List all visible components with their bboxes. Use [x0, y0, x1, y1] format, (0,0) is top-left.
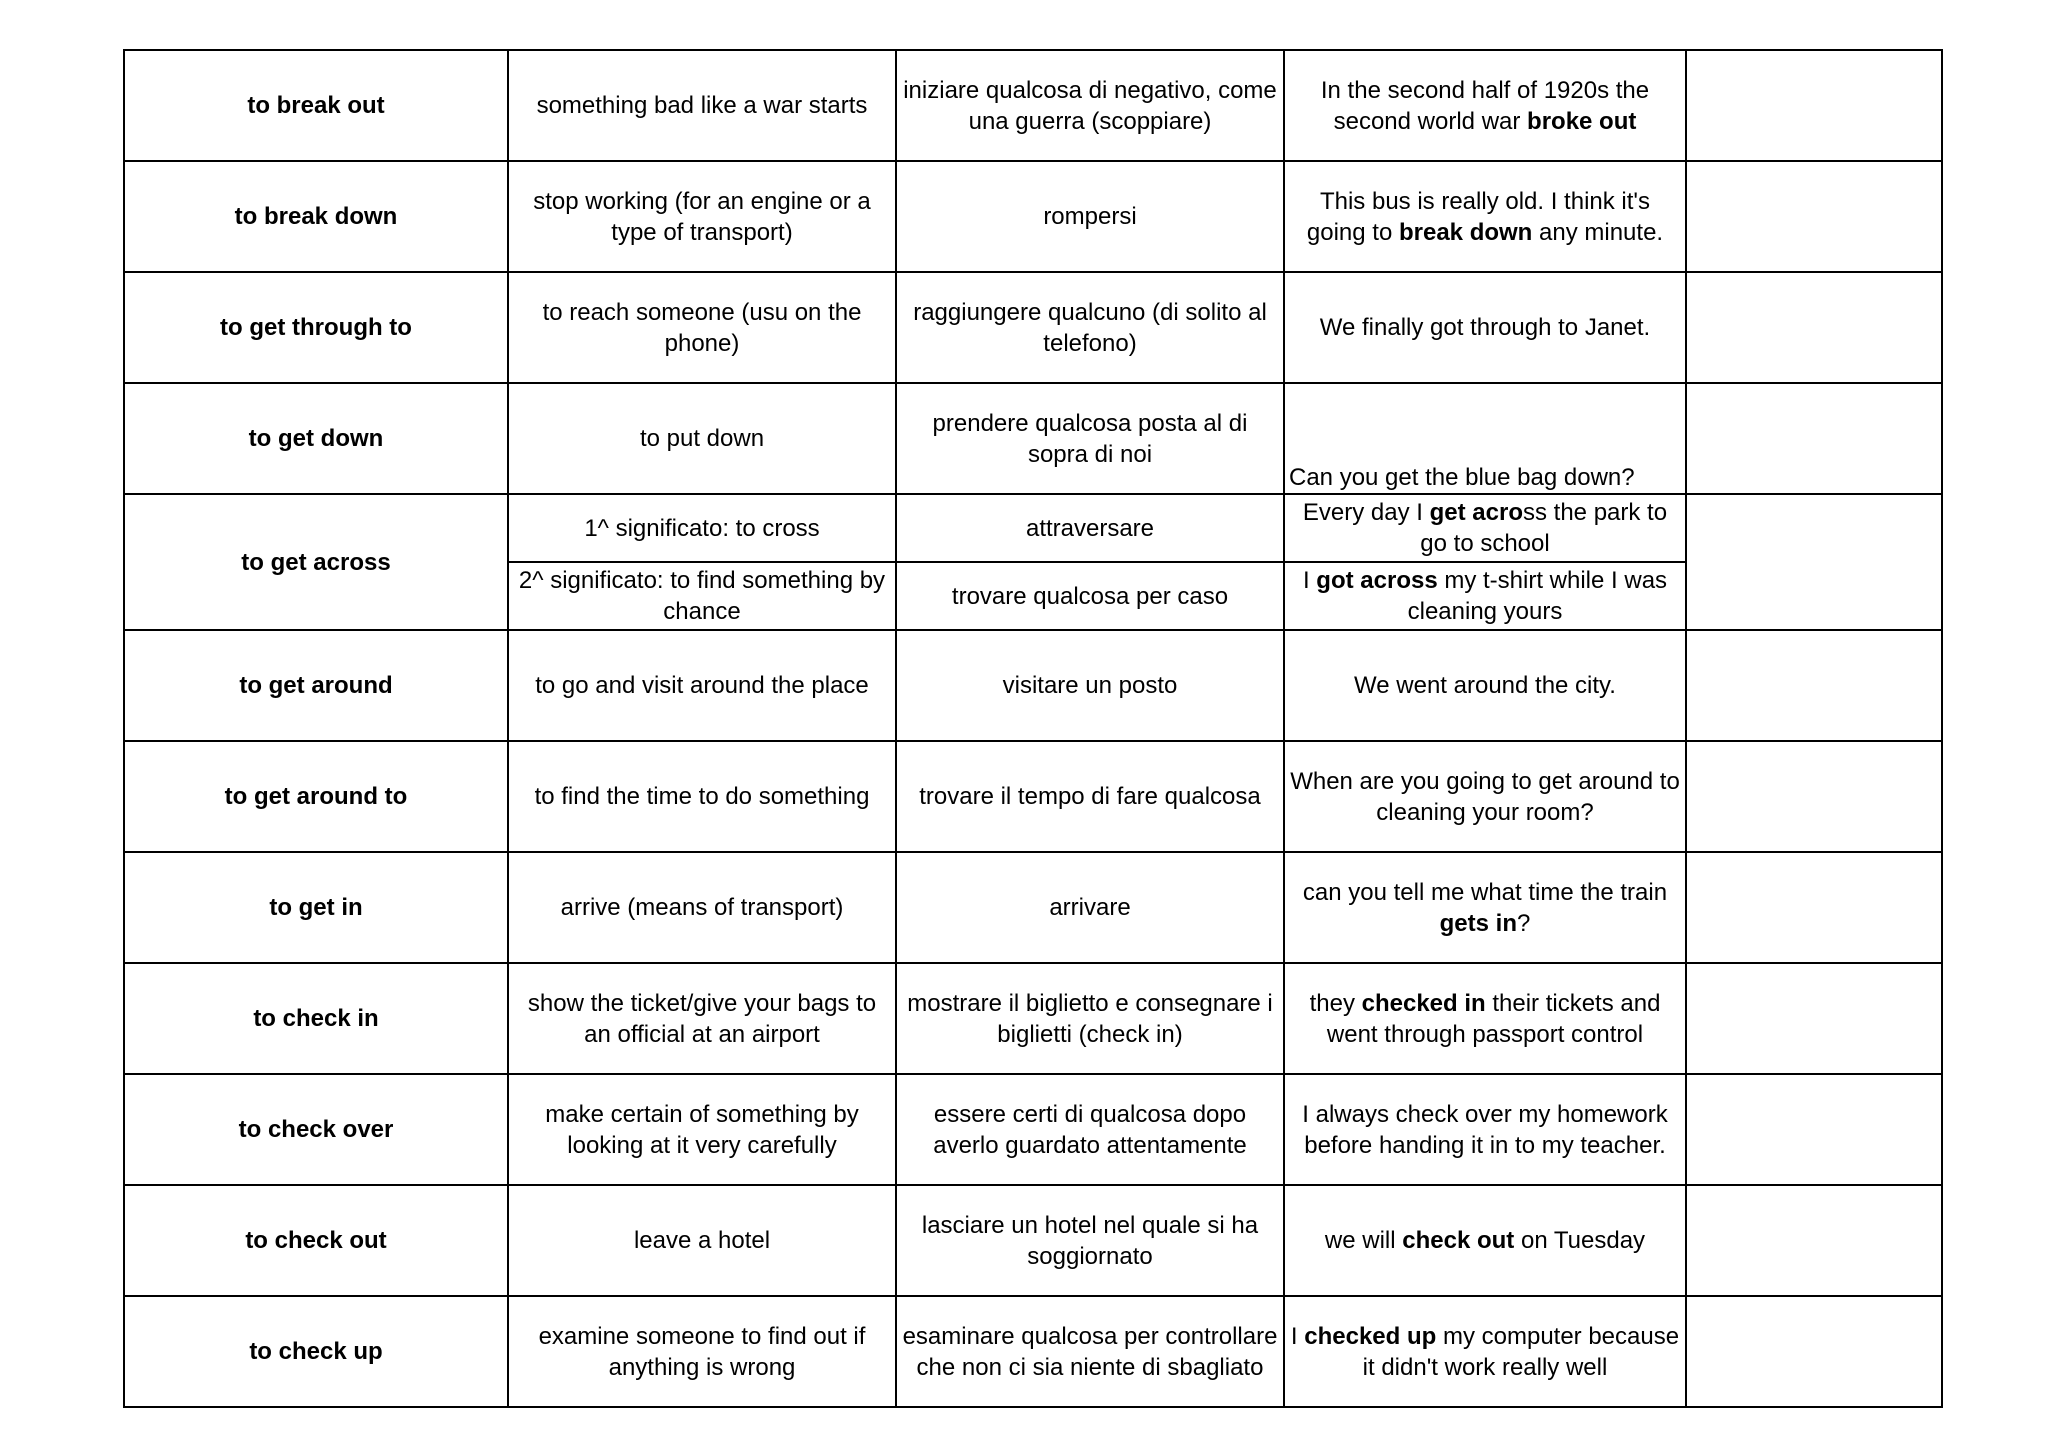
empty-cell [1686, 630, 1942, 741]
italian-cell: trovare qualcosa per caso [896, 562, 1284, 630]
table-row [124, 1185, 1942, 1296]
empty-cell [1686, 1185, 1942, 1296]
example-cell [1284, 494, 1686, 562]
verb-cell: to check over [124, 1074, 508, 1185]
example-cell [1284, 50, 1686, 161]
empty-cell [1686, 1296, 1942, 1407]
example-text: This bus is really old. I think it's going to [1306, 187, 1651, 246]
definition-cell: make certain of something by looking at it very carefully [508, 1074, 896, 1185]
example-cell [1284, 963, 1686, 1074]
table-row [124, 630, 1942, 741]
verb-cell: to check in [124, 963, 508, 1074]
empty-cell [1686, 852, 1942, 963]
example-cell [1284, 852, 1686, 963]
example-cell [1284, 630, 1686, 741]
empty-cell [1686, 50, 1942, 161]
example-bold-text: get acro [1429, 499, 1523, 526]
italian-cell: attraversare [896, 494, 1284, 562]
italian-cell: raggiungere qualcuno (di solito al telefono) [896, 272, 1284, 383]
example-text: my t-shirt while I was cleaning yours [1407, 567, 1668, 625]
verb-cell: to get around to [124, 741, 508, 852]
table-row [124, 50, 1942, 161]
table-row [124, 1074, 1942, 1185]
example-text: I [1290, 1322, 1305, 1350]
verb-cell: to get down [124, 383, 508, 494]
example-bold-text: checked in [1361, 989, 1486, 1017]
definition-cell: to go and visit around the place [508, 630, 896, 741]
italian-cell: trovare il tempo di fare qualcosa [896, 741, 1284, 852]
example-cell [1284, 383, 1686, 494]
definition-cell: to reach someone (usu on the phone) [508, 272, 896, 383]
verb-cell: to break down [124, 161, 508, 272]
example-text: they [1309, 989, 1362, 1017]
example-text: their tickets and went through passport control [1326, 989, 1661, 1048]
example-text: In the second half of 1920s the second world war [1320, 76, 1650, 135]
table-row [124, 1296, 1942, 1407]
table-row [124, 494, 1942, 562]
example-cell [1284, 1296, 1686, 1407]
definition-cell: 1^ significato: to cross [508, 494, 896, 562]
example-text: any minute. [1532, 218, 1664, 246]
example-text: Can you get the blue bag down? [1289, 464, 1635, 491]
italian-cell: prendere qualcosa posta al di sopra di noi [896, 383, 1284, 494]
example-cell [1284, 562, 1686, 630]
empty-cell [1686, 1074, 1942, 1185]
empty-cell [1686, 963, 1942, 1074]
example-cell [1284, 1185, 1686, 1296]
verb-cell: to get across [124, 494, 508, 630]
table-row [124, 963, 1942, 1074]
example-text: can you tell me what time the train [1302, 878, 1668, 906]
example-bold-text: checked up [1304, 1322, 1437, 1350]
example-text: I always check over my homework before handing it in to my teacher. [1302, 1100, 1668, 1159]
empty-cell [1686, 494, 1942, 630]
italian-cell: mostrare il biglietto e consegnare i biglietti (check in) [896, 963, 1284, 1074]
verb-cell: to check out [124, 1185, 508, 1296]
example-bold-text: got across [1316, 567, 1438, 594]
example-cell [1284, 161, 1686, 272]
empty-cell [1686, 161, 1942, 272]
table-row [124, 161, 1942, 272]
table-row [124, 741, 1942, 852]
verb-cell: to break out [124, 50, 508, 161]
table-row [124, 272, 1942, 383]
example-text: We finally got through to Janet. [1319, 314, 1651, 341]
example-text: ss the park to go to school [1420, 499, 1668, 557]
example-bold-text: check out [1402, 1227, 1515, 1254]
empty-cell [1686, 383, 1942, 494]
example-cell [1284, 741, 1686, 852]
table-row [124, 383, 1942, 494]
definition-cell: arrive (means of transport) [508, 852, 896, 963]
example-bold-text: break down [1398, 218, 1533, 246]
definition-cell: to put down [508, 383, 896, 494]
definition-cell: show the ticket/give your bags to an official at an airport [508, 963, 896, 1074]
verb-cell: to get around [124, 630, 508, 741]
verb-cell: to get in [124, 852, 508, 963]
example-text: We went around the city. [1354, 672, 1616, 699]
definition-cell: stop working (for an engine or a type of transport) [508, 161, 896, 272]
definition-cell: examine someone to find out if anything is wrong [508, 1296, 896, 1407]
table-row [124, 852, 1942, 963]
italian-cell: visitare un posto [896, 630, 1284, 741]
empty-cell [1686, 272, 1942, 383]
table-body [124, 50, 1942, 1407]
example-text: on Tuesday [1514, 1227, 1646, 1254]
italian-cell: lasciare un hotel nel quale si ha soggiornato [896, 1185, 1284, 1296]
example-cell [1284, 1074, 1686, 1185]
definition-cell: 2^ significato: to find something by chance [508, 562, 896, 630]
example-text: we will [1324, 1227, 1403, 1254]
phrasal-verbs-table [123, 49, 1943, 1408]
example-text: my computer because it didn't work really well [1362, 1322, 1680, 1381]
verb-cell: to get through to [124, 272, 508, 383]
italian-cell: iniziare qualcosa di negativo, come una guerra (scoppiare) [896, 50, 1284, 161]
italian-cell: arrivare [896, 852, 1284, 963]
italian-cell: rompersi [896, 161, 1284, 272]
verb-cell: to check up [124, 1296, 508, 1407]
italian-cell: esaminare qualcosa per controllare che non ci sia niente di sbagliato [896, 1296, 1284, 1407]
example-text: ? [1516, 909, 1531, 937]
definition-cell: something bad like a war starts [508, 50, 896, 161]
example-text: When are you going to get around to cleaning your room? [1290, 767, 1680, 826]
example-text: Every day I [1302, 499, 1430, 526]
example-bold-text: broke out [1527, 107, 1637, 135]
definition-cell: to find the time to do something [508, 741, 896, 852]
empty-cell [1686, 741, 1942, 852]
example-text: I [1302, 567, 1317, 594]
example-bold-text: gets in [1439, 909, 1517, 937]
italian-cell: essere certi di qualcosa dopo averlo guardato attentamente [896, 1074, 1284, 1185]
example-cell [1284, 272, 1686, 383]
definition-cell: leave a hotel [508, 1185, 896, 1296]
